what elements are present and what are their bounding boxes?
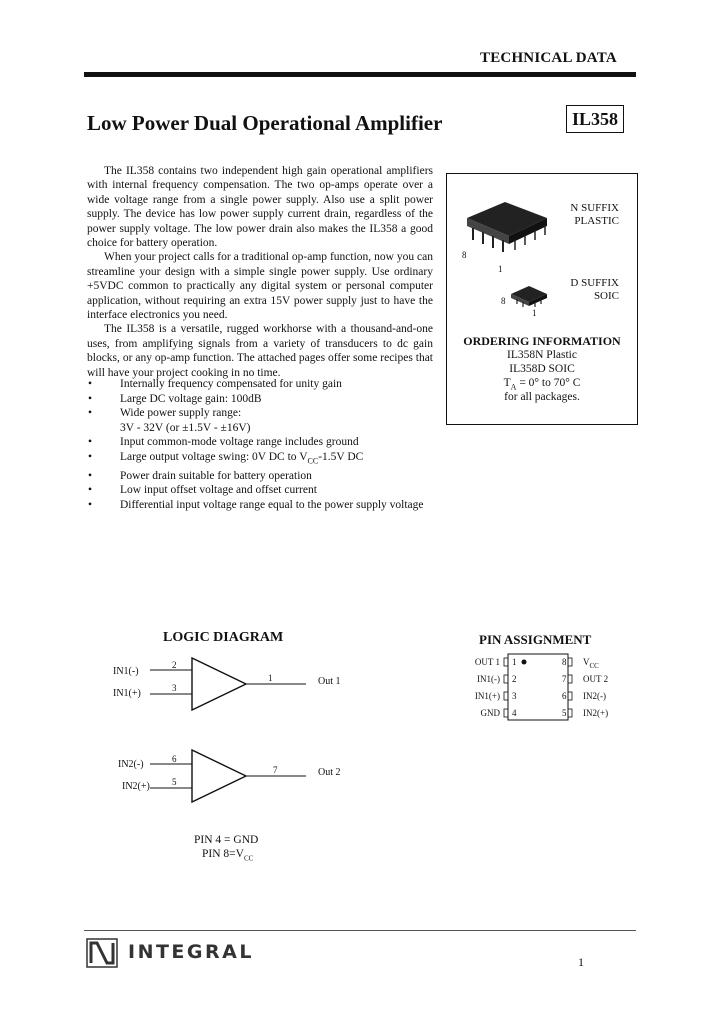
pin-number-left: 1 (512, 657, 517, 667)
description (87, 164, 433, 380)
feature-item: • Wide power supply range: (88, 407, 242, 420)
feature-item: • Power drain suitable for battery operation (88, 469, 312, 482)
description-paragraph: When your project calls for a traditional op-amp function, now you can streamline your design with a simple single power supply. Use ordinary +5VDC common to practically any digital system or personal computer application, without requiring an extra 15V power supply just to have the interface electronics you need. (87, 251, 433, 322)
feature-item: • Input common-mode voltage range includes ground (88, 436, 359, 449)
pin-assignment-title: PIN ASSIGNMENT (479, 632, 592, 647)
description-paragraph: The IL358 is a versatile, rugged workhorse with a thousand-and-one uses, from amplifying signals from a variety of transducers to dc gain blocks, or any op-amp function. The attached pages offer some recipes that will have your project cooking in no time. (87, 323, 433, 379)
dip-pin8-label: 8 (462, 250, 467, 260)
pin-name-right: IN2(-) (583, 691, 606, 701)
pin-number-left: 2 (512, 674, 517, 684)
pin-number-right: 5 (562, 708, 567, 718)
integral-logo-icon (86, 938, 118, 968)
pin-name-right: $V_{CC}$ (583, 657, 599, 670)
pin-number-left: 4 (512, 708, 517, 718)
page-number: 1 (578, 955, 584, 969)
n-suffix-label: N SUFFIX PLASTIC (570, 202, 619, 227)
in2-minus-label: IN2(-) (118, 759, 144, 770)
ordering-line: IL358N Plastic (507, 349, 577, 361)
pin-number-right: 7 (562, 674, 567, 684)
out1-label: Out 1 (318, 676, 341, 687)
pin-name-left: IN1(-) (477, 674, 500, 684)
logic-diagram-title: LOGIC DIAGRAM (163, 630, 284, 645)
pin-number: 2 (172, 660, 177, 670)
pin4-note: PIN 4 = GND (194, 834, 259, 846)
pin-number: 7 (273, 765, 278, 775)
footer-rule (84, 930, 636, 931)
in1-plus-label: IN1(+) (113, 688, 141, 699)
ordering-line: for all packages. (504, 391, 580, 403)
pin-number: 6 (172, 754, 177, 764)
feature-item: • Internally frequency compensated for unity gain (88, 378, 342, 390)
pin-name-left: GND (480, 708, 500, 718)
feature-item: • Large output voltage swing: 0V DC to $V_{CC}-1.5V$ DC (88, 450, 364, 466)
feature-item: • Low input offset voltage and offset current (88, 484, 317, 497)
feature-list (87, 377, 447, 513)
pin-name-left: OUT 1 (474, 657, 500, 667)
pin-name-left: IN1(+) (474, 691, 500, 701)
pin-number: 3 (172, 683, 177, 693)
feature-item: • Large DC voltage gain: 100dB (88, 392, 262, 405)
soic-pin8-label: 8 (501, 296, 506, 306)
out2-label: Out 2 (318, 767, 341, 778)
pin-number-left: 3 (512, 691, 517, 701)
ordering-temperature: $T_A = 0^\circ$ to 70° C (503, 377, 581, 392)
ordering-heading: ORDERING INFORMATION (463, 334, 621, 348)
integral-logo-text: INTEGRAL (128, 941, 254, 963)
pin-name-right: OUT 2 (583, 674, 609, 684)
pin-name-right: IN2(+) (583, 708, 609, 718)
section-header: TECHNICAL DATA (480, 50, 617, 66)
document-title: Low Power Dual Operational Amplifier (87, 111, 443, 135)
header-rule (84, 72, 636, 77)
pin-number: 5 (172, 777, 177, 787)
pin-number: 1 (268, 673, 273, 683)
description-paragraph: The IL358 contains two independent high gain operational amplifiers with internal frequency compensation. The two op-amps operate over a wide voltage range from a single power supply. Also use a split power supply. The device has low power supply current drain, regardless of the power supply voltage. The low power drain also makes the IL358 a good choice for battery operation. (87, 165, 433, 250)
in1-minus-label: IN1(-) (113, 666, 139, 677)
pin-number-right: 6 (562, 691, 567, 701)
soic-pin1-label: 1 (532, 308, 537, 318)
part-number-box: IL358 (566, 105, 624, 133)
ordering-line: IL358D SOIC (509, 363, 575, 375)
feature-item: • Differential input voltage range equal to the power supply voltage (88, 499, 424, 512)
dip-pin1-label: 1 (498, 264, 503, 274)
pin8-note: PIN $8=V_{CC}$ (202, 848, 254, 863)
in2-plus-label: IN2(+) (122, 781, 150, 792)
d-suffix-label: D SUFFIX SOIC (570, 277, 619, 302)
pin-number-right: 8 (562, 657, 567, 667)
package-ordering-box (446, 173, 638, 425)
feature-subline: 3V - 32V (or ±1.5V - ±16V) (120, 421, 251, 434)
